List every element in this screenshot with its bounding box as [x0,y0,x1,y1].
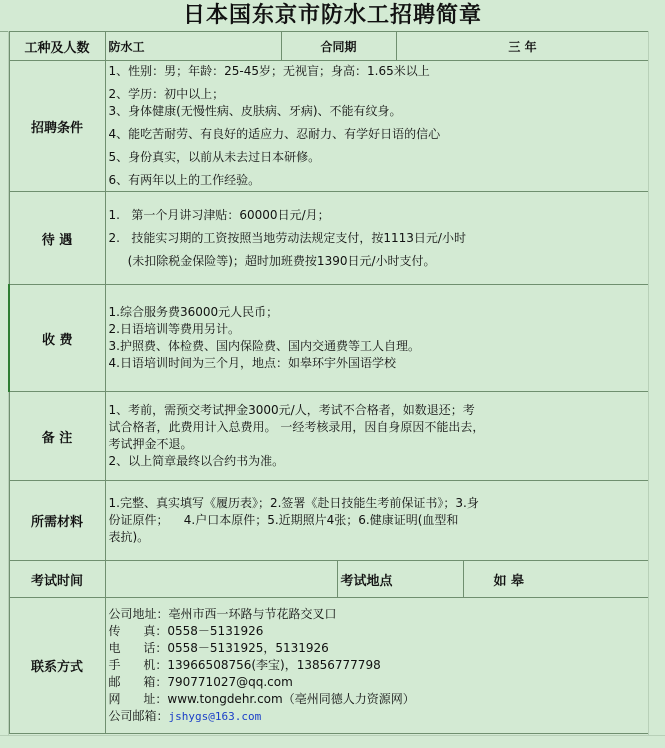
benefits-content[interactable] [105,192,649,285]
fees-content[interactable] [105,285,649,392]
requirement-line: 2、学历：初中以上； [108,87,225,101]
requirement-line: 1、性别：男；年龄：25-45岁；无视盲；身高：1.65米以上 [108,64,430,78]
exam-time-value[interactable] [105,561,337,598]
contact-row [9,598,649,734]
material-line: 份证原件； 4.户口本原件；5.近期照片4张；6.健康证明(血型和 [108,513,459,527]
exam-place-label[interactable]: 考试地点 [337,561,463,598]
note-line: 考试押金不退。 [108,437,193,451]
notes-label[interactable]: 备 注 [9,392,105,481]
fees-row [9,285,649,392]
contact-phone: 电 话：0558－5131925，5131926 [108,641,329,655]
job-value-cell[interactable]: 防水工 [105,32,281,61]
notes-row [9,392,649,481]
company-email-label: 公司邮箱： [108,709,169,723]
contact-mailbox: 邮 箱：790771027@qq.com [108,675,293,689]
benefits-label[interactable]: 待 遇 [9,192,105,285]
page-title: 日本国东京市防水工招聘简章 [0,0,665,32]
header-row [9,32,649,61]
fee-line: 1.综合服务费36000元人民币； [108,305,279,319]
contract-value-cell[interactable]: 三 年 [396,32,649,61]
note-line: 2、以上简章最终以合约书为准。 [108,454,285,468]
requirement-line: 6、有两年以上的工作经验。 [108,173,261,187]
note-line: 1、考前，需预交考试押金3000元/人，考试不合格者，如数退还；考 [108,403,475,417]
requirements-content[interactable] [105,61,649,192]
grid-bottom-edge [0,735,665,748]
note-line: 试合格者，此费用计入总费用。 一经考核录用，因自身原因不能出去， [108,420,485,434]
job-label-cell[interactable]: 工种及人数 [9,32,105,61]
contact-address: 公司地址：亳州市西一环路与节花路交叉口 [108,607,337,621]
requirement-line: 4、能吃苦耐劳、有良好的适应力、忍耐力、有学好日语的信心 [108,127,441,141]
contact-content[interactable] [105,598,649,734]
contact-mobile: 手 机：13966508756(李宝)，13856777798 [108,658,381,672]
exam-row [9,561,649,598]
materials-label[interactable]: 所需材料 [9,481,105,561]
fee-line: 4.日语培训时间为三个月，地点：如皋环宇外国语学校 [108,356,396,370]
requirement-line: 3、身体健康(无慢性病、皮肤病、牙病)、不能有纹身。 [108,104,402,118]
benefit-line: 1. 第一个月讲习津贴：60000日元/月； [108,207,330,222]
contact-website: 网 址：www.tongdehr.com（亳州同德人力资源网） [108,692,415,706]
notes-content[interactable] [105,392,649,481]
requirements-row [9,61,649,192]
material-line: 1.完整、真实填写《履历表》；2.签署《赴日技能生考前保证书》；3.身 [108,496,479,510]
benefits-row [9,192,649,285]
requirements-label[interactable]: 招聘条件 [9,61,105,192]
fee-line: 2.日语培训等费用另计。 [108,322,240,336]
materials-content[interactable] [105,481,649,561]
fees-label[interactable]: 收 费 [9,285,105,392]
material-line: 表抗)。 [108,530,150,544]
fee-line: 3.护照费、体检费、国内保险费、国内交通费等工人自理。 [108,339,420,353]
contact-label[interactable]: 联系方式 [9,598,105,734]
exam-place-value[interactable]: 如 皋 [463,561,649,598]
grid-right-edge [648,31,665,747]
contact-fax: 传 真：0558－5131926 [108,624,264,638]
exam-time-label[interactable]: 考试时间 [9,561,105,598]
benefit-line: 2. 技能实习期的工资按照当地劳动法规定支付，按1113日元/小时 [108,230,466,245]
materials-row [9,481,649,561]
contract-label-cell[interactable]: 合同期 [281,32,396,61]
requirement-line: 5、身份真实，以前从未去过日本研修。 [108,150,321,164]
company-email-link[interactable]: jshygs@163.com [168,710,262,723]
contact-company-email [109,708,646,725]
recruitment-table [8,31,650,734]
benefit-line: (未扣除税金保险等)；超时加班费按1390日元/小时支付。 [108,253,436,268]
